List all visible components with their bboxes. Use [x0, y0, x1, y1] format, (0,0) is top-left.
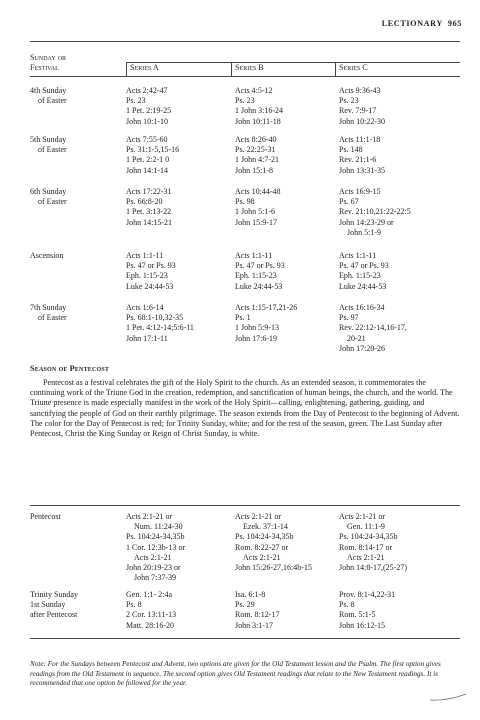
footnote: Note: For the Sundays between Pentecost and Advent, two options are given for the Old Testament lesson and the Psalm. The first option gives readings from the Old Testament in sequence. The second option gives Old Testament readings that relate to the New Testament readings. It is recommended that one option be followed for the year.: [30, 660, 441, 688]
series-b-cell: Acts 4:5-12 Ps. 23 1 John 3:16-24 John 10:11-18: [235, 86, 283, 126]
table-header: [30, 41, 460, 77]
series-b-cell: Acts 2:1-21 or Ezek. 37:1-14 Ps. 104:24-34,35b Rom. 8:22-27 or Acts 2:1-21 John 15:26-27,16:4b-15: [235, 512, 312, 573]
series-c-cell: Acts 2:1-21 or Gen. 11:1-9 Ps. 104:24-34,35b Rom. 8:14-17 or Acts 2:1-21 John 14:8-17,(25-27): [339, 512, 407, 573]
series-c-cell: Prov. 8:1-4,22-31 Ps. 8 Rom. 5:1-5 John 16:12-15: [339, 590, 396, 630]
column-divider: [231, 62, 232, 76]
header-series-b: Series B: [235, 63, 264, 72]
series-c-cell: Acts 11:1-18 Ps. 148 Rev. 21:1-6 John 13:31-35: [339, 135, 385, 175]
series-a-cell: Acts 7:55-60 Ps. 31:1-5,15-16 1 Pet. 2:2-1 0 John 14:1-14: [126, 135, 180, 175]
series-a-cell: Acts 1:6-14 Ps. 68:1-10,32-35 1 Pet. 4:12-14;5:6-11 John 17:1-11: [126, 303, 194, 343]
series-a-cell: Acts 2:1-21 or Num. 11:24-30 Ps. 104:24-34,35b 1 Cor. 12:3b-13 or Acts 2:1-21 John 20:19-23 or John 7:37-39: [126, 512, 186, 583]
series-b-cell: Acts 1:15-17,21-26 Ps. 1 1 John 5:9-13 John 17:6-19: [235, 303, 298, 343]
series-b-cell: Acts 8:26-40 Ps. 22:25-31 1 John 4:7-21 John 15:1-8: [235, 135, 279, 175]
row-day: 5th Sunday of Easter: [30, 135, 67, 155]
row-day: 4th Sunday of Easter: [30, 86, 67, 106]
series-c-cell: Acts 16:9-15 Ps. 67 Rev. 21:10,21:22-22:5 John 14:23-29 or John 5:1-9: [339, 187, 411, 237]
running-head-title: LECTIONARY: [381, 19, 443, 28]
series-b-cell: Acts 1:1-11 Ps. 47 or Ps. 93 Eph. 1:15-23 Luke 24:44-53: [235, 251, 285, 291]
section-title: Season of Pentecost: [30, 364, 110, 373]
section-paragraph: Pentecost as a festival celebrates the gift of the Holy Spirit to the church. As an extended season, it commemorates the continuing work of the Triune God in the creation, redemption, and sanctification of human beings, the church, and the world. The Triune presence is made especially manifest in the work of the Holy Spirit—calling, enlightening, gathering, guiding, and sanctifying the people of God on their earthly pilgrimage. The season extends from the Day of Pentecost to the beginning of Advent. The color for the Day of Pentecost is red; for Trinity Sunday, white; and for the rest of the season, green. The Last Sunday after Pentecost, Christ the King Sunday or Reign of Christ Sunday, is white.: [30, 378, 460, 439]
row-day: Pentecost: [30, 512, 61, 521]
running-head: [30, 19, 462, 28]
series-c-cell: Acts 1:1-11 Ps. 47 or Ps. 93 Eph. 1:15-23 Luke 24:44-53: [339, 251, 389, 291]
page-number: 965: [447, 19, 462, 28]
row-day: Ascension: [30, 251, 64, 260]
header-series-a: Series A: [130, 63, 159, 72]
header-rule: [126, 62, 460, 63]
series-c-cell: Acts 9:36-43 Ps. 23 Rev. 7:9-17 John 10:22-30: [339, 86, 385, 126]
series-c-cell: Acts 16:16-34 Ps. 97 Rev. 22:12-14,16-17, 20-21 John 17:20-26: [339, 303, 407, 353]
row-day: 7th Sunday of Easter: [30, 303, 67, 323]
series-a-cell: Acts 2:42-47 Ps. 23 1 Pet. 2:19-25 John 10:1-10: [126, 86, 172, 126]
series-a-cell: Gen. 1:1- 2:4a Ps. 8 2 Cor. 13:11-13 Matt. 28:16-20: [126, 590, 177, 630]
column-divider: [335, 62, 336, 76]
row-day: 6th Sunday of Easter: [30, 187, 67, 207]
easter-lectionary-table: [30, 41, 460, 353]
series-b-cell: Isa. 6:1-8 Ps. 29 Rom. 8:12-17 John 3:1-17: [235, 590, 280, 630]
column-divider: [126, 62, 127, 76]
pentecost-lectionary-table: [30, 505, 460, 639]
header-series-c: Series C: [339, 63, 368, 72]
page-curl-mark: [428, 692, 468, 702]
series-b-cell: Acts 10:44-48 Ps. 98 1 John 5:1-6 John 15:9-17: [235, 187, 281, 227]
series-a-cell: Acts 17:22-31 Ps. 66:8-20 1 Pet. 3:13-22 John 14:15-21: [126, 187, 172, 227]
series-a-cell: Acts 1:1-11 Ps. 47 or Ps. 93 Eph. 1:15-23 Luke 24:44-53: [126, 251, 176, 291]
header-sunday-festival: Sunday or Festival: [30, 53, 67, 72]
row-day: Trinity Sunday 1st Sunday after Pentecost: [30, 590, 78, 620]
